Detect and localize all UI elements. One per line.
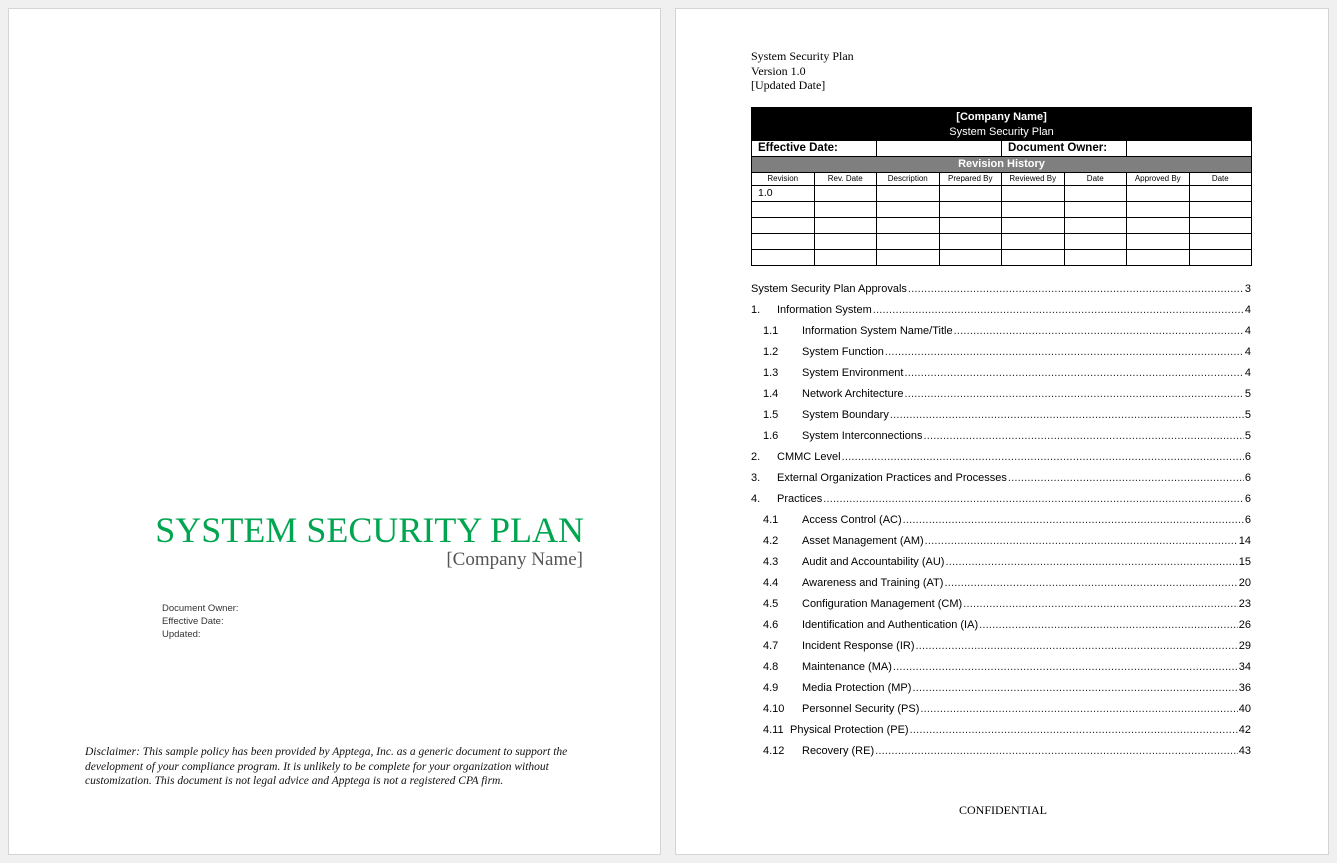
effective-date-label: Effective Date: [162,616,224,627]
toc-page-number: 6 [1244,514,1251,526]
toc-page-number: 5 [1244,430,1251,442]
toc-page-number: 15 [1238,556,1251,568]
table-cell[interactable] [1127,186,1190,202]
toc-entry-number: 1.1 [763,325,779,337]
table-row [752,234,1252,250]
toc-entry-title: Configuration Management (CM) [802,598,963,610]
toc-entry-title: CMMC Level [777,451,841,463]
disclaimer: Disclaimer: This sample policy has been provided by Apptega, Inc. as a generic document to support the development of your compliance program. It is unlikely to be complete for your organization without customization. This document is not legal advice and Apptega is not a registered CPA firm. [85,746,568,788]
table-cell[interactable] [939,186,1002,202]
toc-entry-number: 4.7 [763,640,779,652]
toc-entry-title: Network Architecture [802,388,904,400]
column-header: Approved By [1127,173,1190,186]
toc-page-number: 40 [1238,703,1251,715]
toc-entry-number: 1.6 [763,430,779,442]
revision-table [751,107,1252,266]
toc-entry-title: Recovery (RE) [802,745,875,757]
table-cell[interactable] [1002,234,1065,250]
toc-entry[interactable] [751,741,1251,762]
toc-entry-number: 4.5 [763,598,779,610]
column-header: Date [1189,173,1252,186]
toc-dot-leader [1008,468,1244,489]
toc-entry[interactable] [751,531,1251,552]
table-cell[interactable] [814,250,877,266]
toc-dot-leader [925,531,1238,552]
table-cell[interactable] [1002,202,1065,218]
revision-cell[interactable]: 1.0 [752,186,815,202]
toc-page-number: 43 [1238,745,1251,757]
table-cell[interactable] [752,234,815,250]
table-cell[interactable] [1127,250,1190,266]
toc-entry-title: System Interconnections [802,430,923,442]
toc-dot-leader [893,657,1238,678]
toc-entry-title: System Environment [802,367,904,379]
table-row [752,202,1252,218]
table-cell[interactable] [1189,250,1252,266]
table-cell[interactable] [877,218,940,234]
column-header: Prepared By [939,173,1002,186]
toc-entry[interactable] [751,426,1251,447]
updated-label: Updated: [162,629,201,640]
table-cell[interactable] [814,186,877,202]
toc-entry[interactable] [751,321,1251,342]
document-header [751,49,854,93]
revision-header-row [752,173,1252,186]
toc-entry-number: 1.4 [763,388,779,400]
toc-dot-leader [908,279,1244,300]
toc-dot-leader [912,678,1237,699]
table-cell[interactable] [1064,186,1127,202]
table-cell[interactable] [877,186,940,202]
toc-page-number: 36 [1238,682,1251,694]
toc-entry[interactable] [751,447,1251,468]
toc-entry[interactable] [751,489,1251,510]
toc-dot-leader [963,594,1238,615]
toc-page-number: 20 [1238,577,1251,589]
toc-entry-title: Audit and Accountability (AU) [802,556,945,568]
effective-date-value[interactable] [877,141,1002,157]
document-owner-value[interactable] [1127,141,1252,157]
toc-page-number: 4 [1244,325,1251,337]
toc-page-number: 26 [1238,619,1251,631]
toc-entry-title: Access Control (AC) [802,514,902,526]
table-cell[interactable] [939,234,1002,250]
toc-dot-leader [903,510,1244,531]
column-header: Date [1064,173,1127,186]
toc-dot-leader [916,636,1238,657]
toc-dot-leader [875,741,1238,762]
toc-dot-leader [944,573,1237,594]
toc-page-number: 29 [1238,640,1251,652]
toc-entry[interactable] [751,657,1251,678]
toc-page-number: 34 [1238,661,1251,673]
toc-entry[interactable] [751,510,1251,531]
column-header: Rev. Date [814,173,877,186]
toc-page-number: 23 [1238,598,1251,610]
toc-page-number: 5 [1244,409,1251,421]
toc-dot-leader [923,426,1243,447]
column-header: Description [877,173,940,186]
toc-entry-number: 4.11 [763,724,784,736]
document-owner-label: Document Owner: [162,603,239,614]
toc-entry-title: System Boundary [802,409,889,421]
toc-entry-number: 4.10 [763,703,785,715]
document-owner-field-label: Document Owner: [1002,141,1127,157]
toc-entry-title: System Function [802,346,884,358]
toc-entry-number: 1.5 [763,409,779,421]
toc-dot-leader [904,384,1243,405]
toc-dot-leader [842,447,1244,468]
header-updated-date: [Updated Date] [751,78,826,93]
toc-page-number: 3 [1244,283,1251,295]
toc-page-number: 4 [1244,304,1251,316]
effective-date-field-label: Effective Date: [752,141,877,157]
table-company-cell [752,108,1252,141]
toc-page-number: 42 [1238,724,1251,736]
table-cell[interactable] [752,250,815,266]
toc-entry[interactable] [751,678,1251,699]
toc-entry[interactable] [751,552,1251,573]
toc-entry-number: 1.2 [763,346,779,358]
table-company-name: [Company Name] [956,111,1047,123]
column-header: Reviewed By [1002,173,1065,186]
toc-entry-number: 1. [751,304,761,316]
table-cell[interactable] [1189,234,1252,250]
table-cell[interactable] [877,202,940,218]
toc-entry[interactable] [751,615,1251,636]
table-cell[interactable] [814,202,877,218]
toc-dot-leader [920,699,1237,720]
table-cell[interactable] [1189,218,1252,234]
table-cell[interactable] [1127,218,1190,234]
cover-page [8,8,661,855]
table-cell[interactable] [752,202,815,218]
table-cell[interactable] [1127,202,1190,218]
toc-entry-number: 4.8 [763,661,779,673]
toc-entry[interactable] [751,468,1251,489]
toc-entry-number: 4.2 [763,535,779,547]
table-cell[interactable] [814,218,877,234]
table-cell[interactable] [939,202,1002,218]
toc-dot-leader [873,300,1244,321]
table-of-contents [751,279,1251,762]
header-version: Version 1.0 [751,63,806,78]
toc-dot-leader [910,720,1238,741]
table-cell[interactable] [1002,250,1065,266]
toc-dot-leader [979,615,1238,636]
table-cell[interactable] [1064,202,1127,218]
toc-entry-title: Personnel Security (PS) [802,703,920,715]
toc-page-number: 6 [1244,493,1251,505]
table-cell[interactable] [877,234,940,250]
toc-entry-title: Incident Response (IR) [802,640,915,652]
toc-page-number: 6 [1244,472,1251,484]
table-cell[interactable] [1064,234,1127,250]
toc-page-number: 4 [1244,367,1251,379]
toc-page-number: 4 [1244,346,1251,358]
table-cell[interactable] [752,218,815,234]
table-cell[interactable] [877,250,940,266]
table-cell[interactable] [814,234,877,250]
toc-entry[interactable] [751,720,1251,741]
toc-entry[interactable] [751,279,1251,300]
toc-entry-number: 4.3 [763,556,779,568]
table-cell[interactable] [1064,250,1127,266]
toc-dot-leader [890,405,1244,426]
toc-entry-title: External Organization Practices and Processes [777,472,1007,484]
toc-entry-number: 4.12 [763,745,785,757]
toc-entry[interactable] [751,384,1251,405]
confidential-footer: CONFIDENTIAL [959,803,1047,817]
table-cell[interactable] [1189,202,1252,218]
toc-page [675,8,1329,855]
table-row [752,250,1252,266]
cover-meta [162,602,239,641]
toc-entry-title: Practices [777,493,823,505]
toc-page-number: 14 [1238,535,1251,547]
toc-entry-title: System Security Plan Approvals [751,283,907,295]
toc-entry[interactable] [751,342,1251,363]
column-header: Revision [752,173,815,186]
toc-entry[interactable] [751,300,1251,321]
table-cell[interactable] [1002,218,1065,234]
toc-entry-title: Identification and Authentication (IA) [802,619,979,631]
toc-entry[interactable] [751,405,1251,426]
toc-dot-leader [904,363,1243,384]
table-cell[interactable] [1064,218,1127,234]
cover-title: SYSTEM SECURITY PLAN [155,510,584,550]
toc-entry[interactable] [751,594,1251,615]
table-plan-name: System Security Plan [949,126,1054,138]
toc-entry-number: 4.4 [763,577,779,589]
table-cell[interactable] [1127,234,1190,250]
table-row [752,186,1252,202]
table-cell[interactable] [1002,186,1065,202]
toc-entry-title: Media Protection (MP) [802,682,912,694]
toc-entry-title: Maintenance (MA) [802,661,892,673]
toc-entry-number: 4.1 [763,514,779,526]
toc-entry-number: 4.6 [763,619,779,631]
header-title: System Security Plan [751,49,854,63]
toc-page-number: 6 [1244,451,1251,463]
toc-entry-number: 2. [751,451,761,463]
toc-entry-title: Physical Protection (PE) [790,724,909,736]
toc-entry-title: Information System Name/Title [802,325,953,337]
toc-entry[interactable] [751,636,1251,657]
toc-entry[interactable] [751,573,1251,594]
revision-history-heading: Revision History [752,157,1252,173]
toc-dot-leader [885,342,1244,363]
cover-company-name: [Company Name] [446,549,583,570]
toc-page-number: 5 [1244,388,1251,400]
table-row [752,218,1252,234]
toc-dot-leader [954,321,1244,342]
toc-dot-leader [945,552,1237,573]
toc-entry-number: 1.3 [763,367,779,379]
toc-entry-title: Asset Management (AM) [802,535,924,547]
toc-entry[interactable] [751,363,1251,384]
toc-dot-leader [823,489,1244,510]
toc-entry-number: 4.9 [763,682,779,694]
toc-entry-title: Information System [777,304,872,316]
toc-entry[interactable] [751,699,1251,720]
toc-entry-number: 4. [751,493,761,505]
toc-entry-number: 3. [751,472,761,484]
table-cell[interactable] [1189,186,1252,202]
table-cell[interactable] [939,218,1002,234]
table-cell[interactable] [939,250,1002,266]
toc-entry-title: Awareness and Training (AT) [802,577,944,589]
